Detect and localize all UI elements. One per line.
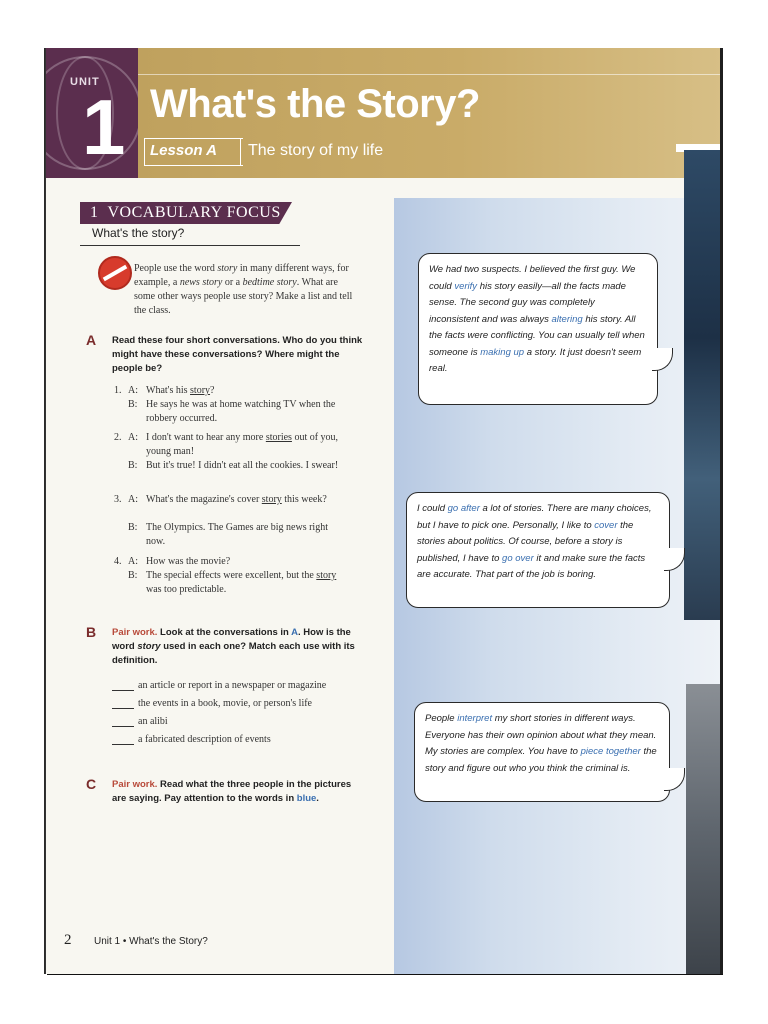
definition-item[interactable]: an article or report in a newspaper or magazine [112,680,326,691]
page-title: What's the Story? [150,82,480,126]
answer-blank[interactable] [112,726,134,727]
page-edge-right [720,48,723,974]
speech-bubble-detective: We had two suspects. I believed the first guy. We could verify his story easily—all the facts made sense. The second guy was completely inconsistent and was always altering his story. All the facts were conflicting. You can usually tell when someone is making up a story. It just doesn't seem real. [418,253,658,405]
unit-label: UNIT [70,76,100,88]
page-number: 2 [64,932,72,948]
textbook-page [46,48,722,974]
photo-writer [686,684,722,974]
lesson-title: The story of my life [248,142,384,159]
lesson-label: Lesson A [150,142,217,159]
intro-text: People use the word story in many different ways, for example, a news story or a bedtime story. What are some other ways people use story? Make a list and tell the class. [134,263,353,316]
definition-item[interactable]: an alibi [112,716,168,727]
running-footer: Unit 1 • What's the Story? [94,936,208,947]
photo-detective [684,150,722,620]
conversation-list: 1. A: What's his story? B: He says he was at home watching TV when the robbery occurred. 2. A: I don't want to hear any more stories out of you, young man! B: But it's true! I didn't eat all the cookies. I swear! 3. A: What's the magazine's cover story this week? B: The Olympics. The Games are big news right now. 4. A: How was the movie? B: The special effects were excellent, but the story was too predictable. [114,385,339,595]
part-a-letter: A [86,332,97,348]
speech-bubble-writer: People interpret my short stories in different ways. Everyone has their own opinion about what they mean. My stories are complex. You have to piece together the story and figure out who you think the criminal is. [414,702,670,802]
answer-blank[interactable] [112,744,134,745]
part-c-letter: C [86,776,97,792]
answer-blank[interactable] [112,708,134,709]
part-c-instructions: Pair work. Read what the three people in the pictures are saying. Pay attention to the words in blue. [112,779,352,804]
speech-bubble-journalist: I could go after a lot of stories. There are many choices, but I have to pick one. Personally, I like to cover the stories about politics. Of course, before a story is published, I have to go over it and make sure the facts are accurate. That part of the job is boring. [406,492,670,608]
part-b-instructions: Pair work. Look at the conversations in A. How is the word story used in each one? Match each use with its definition. [112,627,355,666]
definition-item[interactable]: a fabricated description of events [112,734,271,745]
warm-up-icon [98,256,132,290]
answer-blank[interactable] [112,690,134,691]
section-heading: 1 VOCABULARY FOCUS [90,204,281,221]
definition-item[interactable]: the events in a book, movie, or person's life [112,698,312,709]
section-subtitle: What's the story? [92,226,185,240]
part-b-letter: B [86,624,97,640]
unit-badge [46,48,138,178]
part-a-instructions: Read these four short conversations. Who do you think might have these conversations? Where might the people be? [112,335,363,374]
unit-number: 1 [82,83,126,171]
